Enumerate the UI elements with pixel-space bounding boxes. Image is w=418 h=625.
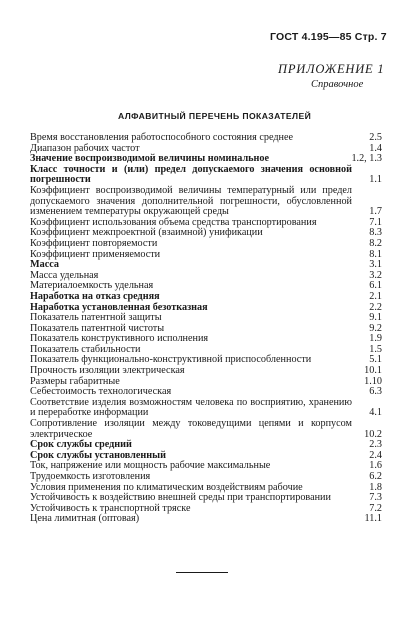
indicator-name: Диапазон рабочих частот <box>30 142 140 154</box>
section-number: 8.2 <box>369 237 382 249</box>
indicator-name: Коэффициент повторяемости <box>30 237 158 249</box>
indicator-name: Трудоемкость изготовления <box>30 471 151 482</box>
section-number: 10.2 <box>364 428 382 440</box>
indicator-name: Цена лимитная (оптовая) <box>30 513 140 525</box>
indicator-name: Сопротивление изоляции между токоведущими цепями и корпусом электрическое <box>30 418 352 440</box>
indicator-name: Размеры габаритные <box>30 375 120 387</box>
section-number: 1.10 <box>364 375 382 387</box>
indicator-name: Наработка установленная безотказная <box>30 301 208 313</box>
list-item <box>30 186 382 218</box>
section-number: 9.2 <box>369 322 382 334</box>
indicator-name: Коэффициент применяемости <box>30 248 161 260</box>
page-title: АЛФАВИТНЫЙ ПЕРЕЧЕНЬ ПОКАЗАТЕЛЕЙ <box>118 111 312 121</box>
indicator-name: Показатель функционально-конструктивной приспособленности <box>30 354 312 366</box>
index-list <box>30 133 382 525</box>
section-number: 2.3 <box>369 439 382 451</box>
section-number: 1.1 <box>369 174 382 186</box>
section-number: 2.5 <box>369 132 382 143</box>
list-item <box>30 419 382 440</box>
section-number: 3.2 <box>369 269 382 281</box>
indicator-name: Показатель конструктивного исполнения <box>30 333 209 345</box>
indicator-name: Устойчивость к воздействию внешней среды при транспортировании <box>30 492 331 504</box>
section-number: 2.4 <box>369 449 382 461</box>
end-rule <box>176 572 228 573</box>
indicator-name: Соответствие изделия возможностям человека по восприятию, хранению и переработке информации <box>30 396 352 419</box>
section-number: 8.1 <box>369 248 382 260</box>
indicator-name: Материалоемкость удельная <box>30 280 154 292</box>
section-number: 3.1 <box>369 259 382 271</box>
indicator-name: Прочность изоляции электрическая <box>30 365 185 377</box>
list-item <box>30 398 382 419</box>
page-header: ГОСТ 4.195—85 Стр. 7 <box>270 31 387 43</box>
indicator-name: Время восстановления работоспособного состояния среднее <box>30 132 294 143</box>
section-number: 7.1 <box>369 216 382 228</box>
section-number: 1.8 <box>369 481 382 493</box>
indicator-name: Показатель стабильности <box>30 343 141 355</box>
indicator-name: Показатель патентной защиты <box>30 312 162 324</box>
section-number: 1.2, 1.3 <box>351 153 382 165</box>
section-number: 7.3 <box>369 492 382 504</box>
indicator-name: Наработка на отказ средняя <box>30 290 160 302</box>
appendix-label: ПРИЛОЖЕНИЕ 1 <box>278 62 385 76</box>
indicator-name: Ток, напряжение или мощность рабочие максимальные <box>30 460 271 472</box>
section-number: 1.4 <box>369 142 382 154</box>
section-number: 1.7 <box>369 206 382 218</box>
section-number: 11.1 <box>364 513 382 525</box>
indicator-name: Устойчивость к транспортной тряске <box>30 502 191 514</box>
section-number: 10.1 <box>364 365 382 377</box>
section-number: 2.1 <box>369 290 382 302</box>
section-number: 2.2 <box>369 301 382 313</box>
section-number: 1.5 <box>369 343 382 355</box>
section-number: 6.1 <box>369 280 382 292</box>
list-item <box>30 292 382 303</box>
indicator-name: Срок службы средний <box>30 439 132 451</box>
section-number: 6.3 <box>369 386 382 398</box>
section-number: 5.1 <box>369 354 382 366</box>
section-number: 7.2 <box>369 502 382 514</box>
list-item <box>30 514 382 525</box>
indicator-name: Коэффициент межпроектной (взаимной) унификации <box>30 227 263 239</box>
indicator-name: Себестоимость технологическая <box>30 386 172 398</box>
section-number: 8.3 <box>369 227 382 239</box>
indicator-name: Показатель патентной чистоты <box>30 322 165 334</box>
indicator-name: Масса <box>30 259 59 271</box>
indicator-name: Условия применения по климатическим воздействиям рабочие <box>30 481 303 493</box>
indicator-name: Коэффициент воспроизводимой величины температурный или предел допускаемого значения дополнительной погрешности, обусловленной изменением температуры окружающей среды <box>30 184 352 218</box>
indicator-name: Класс точности и (или) предел допускаемого значения основной погрешности <box>30 163 352 186</box>
indicator-name: Срок службы установленный <box>30 449 166 461</box>
indicator-name: Коэффициент использования объема средства транспортирования <box>30 216 317 228</box>
list-item <box>30 239 382 250</box>
indicator-name: Значение воспроизводимой величины номинальное <box>30 153 270 165</box>
list-item <box>30 250 382 261</box>
reference-label: Справочное <box>311 79 364 90</box>
section-number: 4.1 <box>369 407 382 419</box>
section-number: 1.9 <box>369 333 382 345</box>
section-number: 9.1 <box>369 312 382 324</box>
section-number: 6.2 <box>369 471 382 482</box>
section-number: 1.6 <box>369 460 382 472</box>
list-item <box>30 165 382 186</box>
list-item <box>30 133 382 144</box>
list-item <box>30 472 382 483</box>
indicator-name: Масса удельная <box>30 269 99 281</box>
